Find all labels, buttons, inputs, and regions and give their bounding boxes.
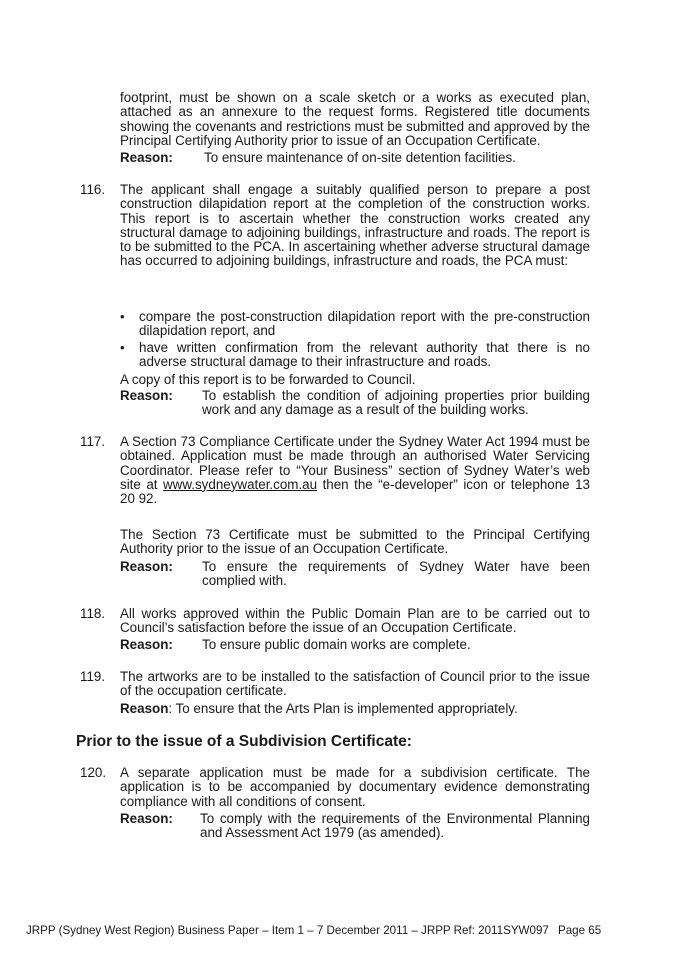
continuation-reason-text: To ensure maintenance of on-site detention facilities. — [204, 150, 516, 165]
condition-118-number: 118. — [80, 606, 106, 621]
bullet-icon: • — [120, 340, 125, 355]
condition-117-text-part2: then the “e-developer” icon or telephone 13 20 92. — [120, 476, 590, 507]
condition-116-reason-text: To establish the condition of adjoining properties prior building work and any damage as a result of the building works. — [202, 388, 590, 418]
condition-118-text: All works approved within the Public Domain Plan are to be carried out to Council’s satisfaction before the issue of an Occupation Certificate. — [120, 606, 590, 636]
condition-120-text: A separate application must be made for a subdivision certificate. The application is to be accompanied by documentary evidence demonstrating compliance with all conditions of consent. — [120, 765, 590, 809]
condition-118-reason-label: Reason: — [120, 637, 173, 652]
footer-reference: JRPP (Sydney West Region) Business Paper – Item 1 – 7 December 2011 – JRPP Ref: 2011SYW097 — [26, 924, 549, 937]
condition-119-reason — [120, 702, 590, 716]
condition-120-number: 120. — [80, 765, 107, 780]
condition-117-reason-text: To ensure the requirements of Sydney Water have been complied with. — [202, 559, 590, 589]
sydney-water-link[interactable]: www.sydneywater.com.au — [163, 476, 318, 492]
condition-118-reason-text: To ensure public domain works are complete. — [202, 637, 471, 652]
condition-116-copy-note: A copy of this report is to be forwarded to Council. — [120, 372, 416, 387]
condition-119-reason-label: Reason — [120, 701, 169, 716]
condition-117-number: 117. — [80, 434, 106, 449]
condition-116-bullet-1: compare the post-construction dilapidation report with the pre-construction dilapidation report, and — [139, 309, 590, 339]
condition-116-number: 116. — [80, 182, 106, 197]
page-number: Page 65 — [558, 924, 602, 937]
condition-120-reason-text: To comply with the requirements of the Environmental Planning and Assessment Act 1979 (as amended). — [200, 811, 590, 841]
condition-119-text: The artworks are to be installed to the satisfaction of Council prior to the issue of the occupation certificate. — [120, 669, 590, 699]
condition-117-paragraph-2: The Section 73 Certificate must be submitted to the Principal Certifying Authority prior to the issue of an Occupation Certificate. — [120, 527, 590, 557]
condition-117-reason-label: Reason: — [120, 559, 173, 574]
condition-116-text: The applicant shall engage a suitably qualified person to prepare a post construction dilapidation report at the completion of the construction works. This report is to ascertain whether the construction works created any structural damage to adjoining buildings, infrastructure and roads. The report is to be submitted to the PCA. In ascertaining whether adverse structural damage has occurred to adjoining buildings, infrastructure and roads, the PCA must: — [120, 182, 590, 269]
condition-117-text — [120, 435, 590, 506]
bullet-icon: • — [120, 309, 125, 324]
condition-116-reason-label: Reason: — [120, 388, 173, 403]
continuation-reason-label: Reason: — [120, 150, 173, 165]
condition-120-reason-label: Reason: — [120, 811, 173, 826]
section-heading: Prior to the issue of a Subdivision Certificate: — [76, 733, 412, 750]
condition-119-reason-text: : To ensure that the Arts Plan is implemented appropriately. — [168, 701, 518, 716]
continuation-paragraph: footprint, must be shown on a scale sketch or a works as executed plan, attached as an annexure to the request forms. Registered title documents showing the covenants and restrictions must be submitted and approved by the Principal Certifying Authority prior to issue of an Occupation Certificate. — [120, 90, 590, 148]
condition-116-bullet-2: have written confirmation from the relevant authority that there is no adverse structural damage to their infrastructure and roads. — [139, 340, 590, 370]
condition-117-text-part1: A Section 73 Compliance Certificate under the Sydney Water Act 1994 must be obtained. Application must be made through an authorised Water Servicing Coordinator. Please refer to “Your Business” section of Sydney Water’s web site at — [120, 434, 590, 492]
condition-119-number: 119. — [80, 669, 106, 684]
